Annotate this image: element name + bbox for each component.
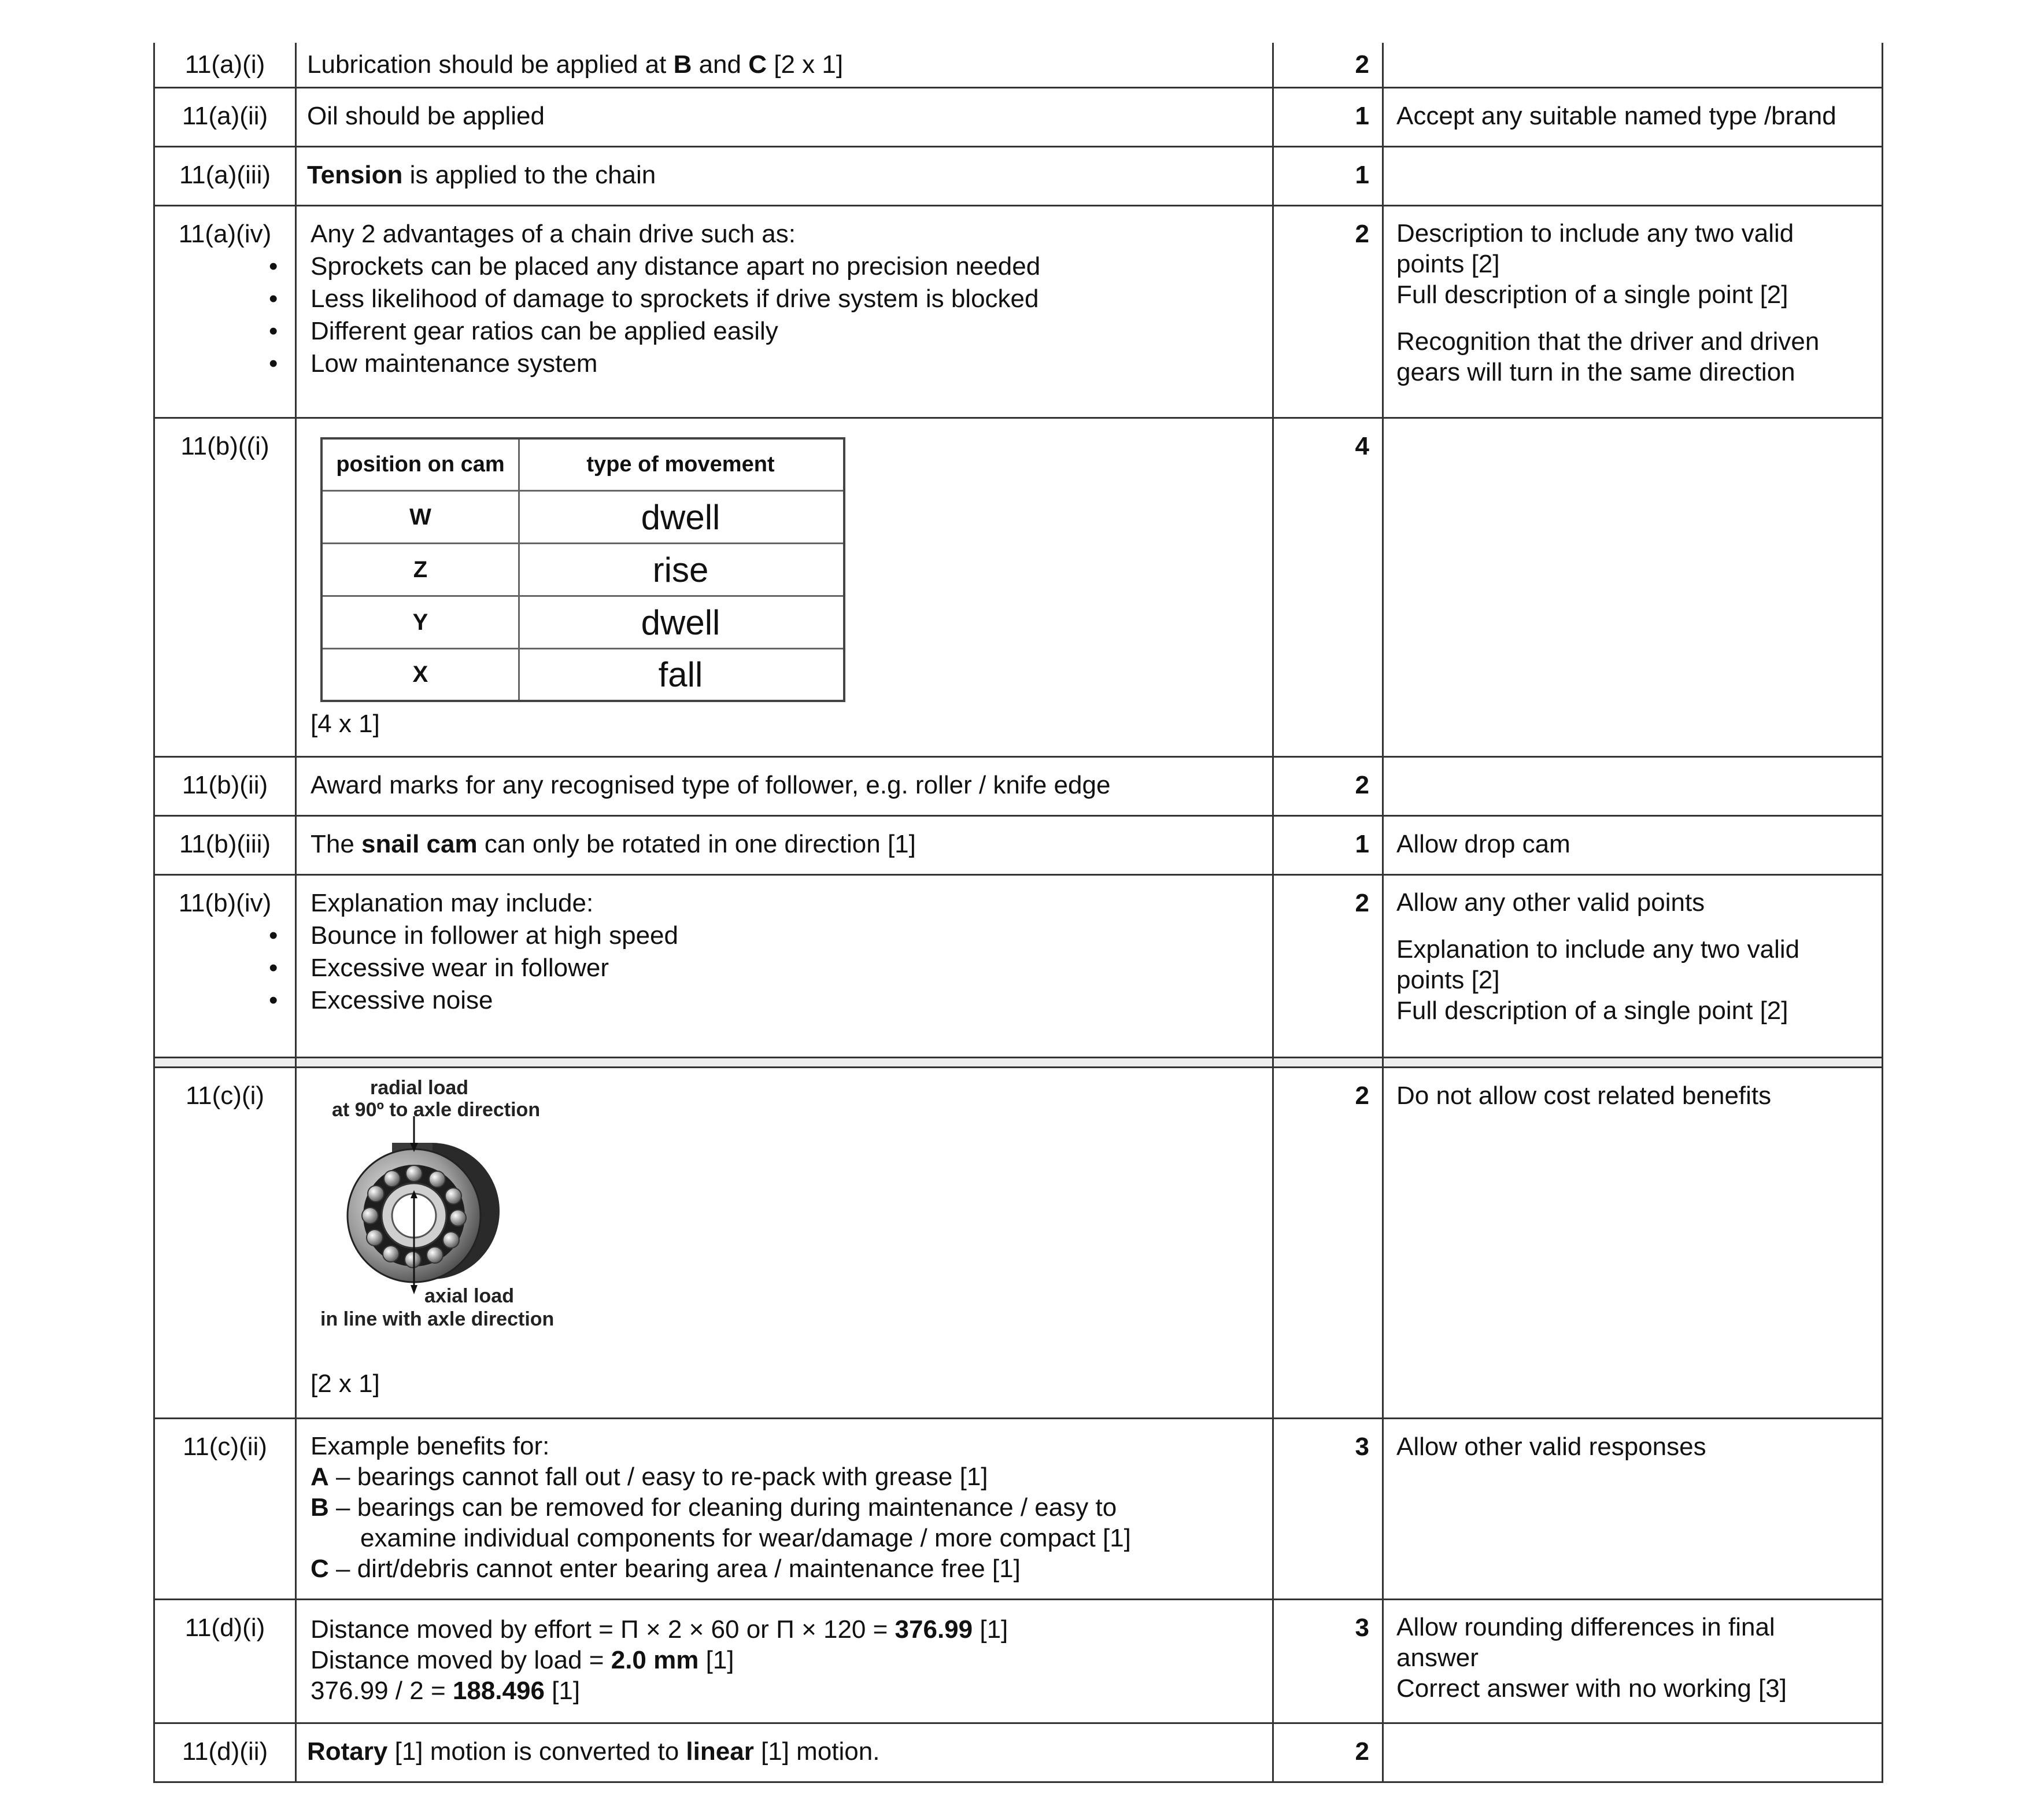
header-movement: type of movement [586, 452, 775, 477]
guidance-cell [1384, 876, 1883, 1057]
list-item: • Low maintenance system [311, 348, 1272, 380]
table-row [153, 1600, 1883, 1722]
marks-cell: 4 [1274, 419, 1384, 756]
guidance-line: Allow any other valid points [1396, 888, 1705, 917]
answer-cell [297, 1600, 1274, 1722]
question-number: 11(a)(i) [153, 43, 297, 87]
answer-cell: The snail cam can only be rotated in one direction [1] [297, 817, 1274, 874]
cam-movement: dwell [641, 603, 720, 642]
marks-cell: 2 [1274, 758, 1384, 815]
marks-cell: 2 [1274, 1068, 1384, 1417]
radial-load-direction: at 90º to axle direction [332, 1099, 541, 1121]
row-rule [153, 417, 1883, 419]
marks-cell: 2 [1274, 43, 1384, 87]
list-item: • Bounce in follower at high speed [311, 920, 1272, 952]
guidance-cell [1384, 419, 1883, 756]
calc-line: 376.99 / 2 = 188.496 [1] [311, 1677, 581, 1705]
spacer [1396, 918, 1882, 934]
table-row [153, 1724, 1883, 1781]
table-row [323, 544, 843, 597]
table-row [153, 147, 1883, 205]
cam-movement: fall [658, 655, 703, 694]
row-rule [153, 756, 1883, 758]
answer-cell [297, 206, 1274, 417]
axial-load-label: axial load [424, 1285, 514, 1307]
cam-table-header [323, 440, 843, 492]
marks-cell: 1 [1274, 817, 1384, 874]
guidance-cell [1384, 147, 1883, 205]
guidance-line: Explanation to include any two valid [1396, 935, 1800, 963]
row-rule [153, 815, 1883, 817]
benefit-b-continued: examine individual components for wear/damage / more compact [1] [360, 1524, 1131, 1552]
row-rule [153, 205, 1883, 206]
table-divider [153, 1058, 1883, 1066]
guidance-line: points [2] [1396, 966, 1500, 994]
mark-note: [2 x 1] [311, 1369, 380, 1398]
divider-cell [1274, 1058, 1384, 1066]
axial-load-direction: in line with axle direction [320, 1308, 555, 1330]
table-row [323, 649, 843, 700]
mark-note: [4 x 1] [311, 710, 380, 738]
row-rule [153, 1417, 1883, 1419]
guidance-cell: Allow drop cam [1384, 817, 1883, 874]
question-number: 11(d)(ii) [153, 1724, 297, 1781]
benefit-c: C – dirt/debris cannot enter bearing area / maintenance free [1] [311, 1555, 1021, 1583]
benefit-b: B – bearings can be removed for cleaning during maintenance / easy to [311, 1493, 1117, 1522]
marks-cell: 3 [1274, 1419, 1384, 1599]
table-row [323, 492, 843, 544]
list-item: • Different gear ratios can be applied easily [311, 315, 1272, 348]
spacer [1396, 310, 1882, 326]
guidance-cell [1384, 206, 1883, 417]
answer-cell: Rotary [1] motion is converted to linear [1] motion. [297, 1724, 1274, 1781]
guidance-cell: Allow other valid responses [1384, 1419, 1883, 1599]
guidance-cell [1384, 758, 1883, 815]
answer-cell: Oil should be applied [297, 88, 1274, 146]
answer-intro: Any 2 advantages of a chain drive such as: [311, 220, 796, 248]
calc-line: Distance moved by effort = Π × 2 × 60 or Π × 120 = 376.99 [1] [311, 1615, 1008, 1644]
answer-intro: Explanation may include: [311, 889, 594, 917]
table-row [153, 1419, 1883, 1599]
question-number: 11(d)(i) [153, 1600, 297, 1722]
table-row [323, 597, 843, 649]
divider-cell [153, 1058, 297, 1066]
row-rule [153, 146, 1883, 147]
marks-cell: 2 [1274, 876, 1384, 1057]
question-number: 11(b)(iii) [153, 817, 297, 874]
question-number: 11(b)(iv) [153, 876, 297, 1057]
guidance-line: Description to include any two valid [1396, 219, 1794, 248]
answer-cell [297, 876, 1274, 1057]
guidance-line: Recognition that the driver and driven [1396, 327, 1820, 356]
guidance-line: answer [1396, 1644, 1479, 1672]
table-row [153, 758, 1883, 815]
header-position: position on cam [323, 440, 520, 490]
marks-cell: 3 [1274, 1600, 1384, 1722]
row-rule [153, 1057, 1883, 1058]
question-number: 11(c)(i) [153, 1068, 297, 1417]
table-row [153, 88, 1883, 146]
cam-position: X [323, 649, 520, 700]
benefit-a: A – bearings cannot fall out / easy to re-pack with grease [1] [311, 1463, 988, 1491]
guidance-cell [1384, 43, 1883, 87]
marks-cell: 1 [1274, 147, 1384, 205]
table-row [153, 206, 1883, 417]
guidance-cell: Do not allow cost related benefits [1384, 1068, 1883, 1417]
row-rule [153, 1066, 1883, 1068]
cam-movement: dwell [641, 497, 720, 537]
cam-position: W [323, 492, 520, 542]
radial-load-label: radial load [370, 1077, 469, 1099]
guidance-line: Allow rounding differences in final [1396, 1613, 1775, 1641]
question-number: 11(b)(ii) [153, 758, 297, 815]
guidance-cell [1384, 1600, 1883, 1722]
answer-cell [297, 1419, 1274, 1599]
guidance-line: Correct answer with no working [3] [1396, 1674, 1787, 1703]
cam-position: Z [323, 544, 520, 595]
list-item: • Excessive wear in follower [311, 952, 1272, 984]
table-row [153, 43, 1883, 87]
question-number: 11(a)(iv) [153, 206, 297, 417]
list-item: • Excessive noise [311, 984, 1272, 1017]
table-row [153, 876, 1883, 1057]
list-item: • Sprockets can be placed any distance apart no precision needed [311, 250, 1272, 283]
row-rule [153, 1781, 1883, 1783]
answer-cell: Tension is applied to the chain [297, 147, 1274, 205]
question-number: 11(b)((i) [153, 419, 297, 756]
guidance-line: Full description of a single point [2] [1396, 280, 1788, 309]
table-row [153, 817, 1883, 874]
guidance-line: gears will turn in the same direction [1396, 358, 1795, 386]
answer-intro: Example benefits for: [311, 1432, 550, 1460]
advantages-list [311, 250, 1272, 380]
cam-movement: rise [652, 550, 709, 589]
explanation-list [311, 920, 1272, 1017]
row-rule [153, 1599, 1883, 1600]
marks-cell: 1 [1274, 88, 1384, 146]
row-rule [153, 87, 1883, 88]
question-number: 11(a)(ii) [153, 88, 297, 146]
bearing-diagram [317, 1077, 583, 1349]
cam-movement-table [320, 437, 845, 702]
marks-cell: 2 [1274, 206, 1384, 417]
guidance-cell [1384, 1724, 1883, 1781]
divider-cell [1384, 1058, 1883, 1066]
question-number: 11(c)(ii) [153, 1419, 297, 1599]
guidance-line: Full description of a single point [2] [1396, 996, 1788, 1025]
guidance-line: points [2] [1396, 250, 1500, 278]
answer-cell: Lubrication should be applied at B and C [2 x 1] [297, 43, 1274, 87]
row-rule [153, 1722, 1883, 1724]
guidance-cell: Accept any suitable named type /brand [1384, 88, 1883, 146]
calc-line: Distance moved by load = 2.0 mm [1] [311, 1646, 734, 1674]
row-rule [153, 874, 1883, 876]
divider-cell [297, 1058, 1274, 1066]
question-number: 11(a)(iii) [153, 147, 297, 205]
cam-position: Y [323, 597, 520, 648]
marks-cell: 2 [1274, 1724, 1384, 1781]
answer-cell: Award marks for any recognised type of follower, e.g. roller / knife edge [297, 758, 1274, 815]
list-item: • Less likelihood of damage to sprockets if drive system is blocked [311, 283, 1272, 315]
